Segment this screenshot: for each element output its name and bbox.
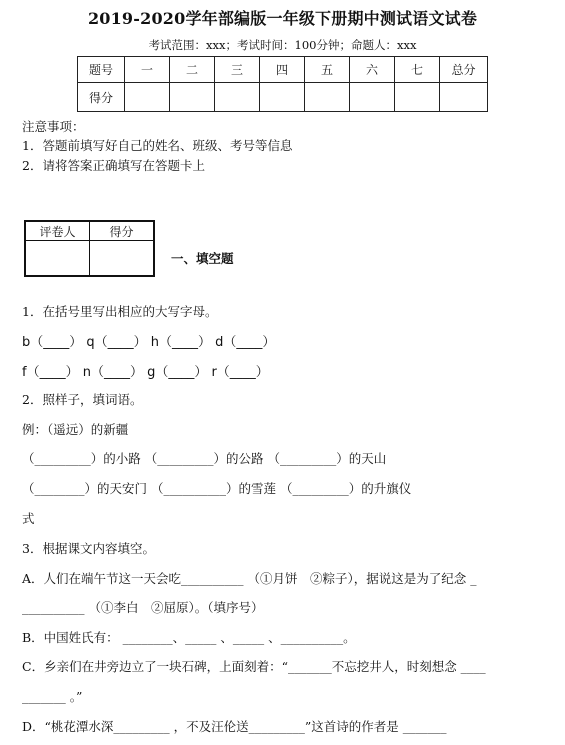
question-3-c-line-2: _______ 。” [22, 689, 83, 704]
question-1: 1．在括号里写出相应的大写字母。 [22, 304, 218, 319]
score-cell [350, 83, 395, 112]
question-3-a-line-1: A．人们在端午节这一天会吃__________ （①月饼 ②粽子），据说这是为了纪念 _ [22, 571, 477, 586]
grader-header-row [25, 221, 154, 241]
grader-cell [25, 241, 90, 277]
question-2-example: 例：（遥远）的新疆 [22, 422, 129, 437]
score-header-cell: 四 [260, 57, 305, 83]
exam-title: 2019-2020学年部编版一年级下册期中测试语文试卷 [87, 9, 478, 28]
question-1-row-1: b（____） q（____） h（____） d（____） [22, 335, 276, 350]
grader-score-label: 得分 [90, 221, 155, 241]
question-2-row-1: （_________）的小路 （_________）的公路 （_________）的天山 [22, 451, 387, 466]
question-3: 3．根据课文内容填空。 [22, 541, 155, 556]
note-item: 2．请将答案正确填写在答题卡上 [22, 158, 205, 173]
score-cell [215, 83, 260, 112]
note-item: 1．答题前填写好自己的姓名、班级、考号等信息 [22, 138, 293, 153]
notes-heading: 注意事项： [22, 119, 85, 134]
question-2: 2．照样子，填词语。 [22, 392, 143, 407]
score-cell [125, 83, 170, 112]
question-1-row-2: f（____） n（____） g（____） r（____） [22, 365, 269, 380]
grader-label: 评卷人 [25, 221, 90, 241]
question-3-b: B．中国姓氏有： ________、_____ 、_____ 、__________。 [22, 630, 356, 645]
score-header-cell: 题号 [78, 57, 125, 83]
score-header-cell: 三 [215, 57, 260, 83]
score-header-cell: 总分 [440, 57, 488, 83]
score-table [77, 56, 488, 112]
score-header-cell: 二 [170, 57, 215, 83]
question-3-c-line-1: C．乡亲们在井旁边立了一块石碑，上面刻着：“_______不忘挖井人，时刻想念 ____ [22, 659, 486, 674]
score-cell [440, 83, 488, 112]
score-table-score-row [78, 83, 488, 112]
score-row-label: 得分 [78, 83, 125, 112]
exam-info: 考试范围：xxx；考试时间：100分钟；命题人：xxx [148, 38, 417, 52]
score-header-cell: 七 [395, 57, 440, 83]
score-cell [395, 83, 440, 112]
score-table-header-row [78, 57, 488, 83]
score-header-cell: 五 [305, 57, 350, 83]
score-cell [260, 83, 305, 112]
score-cell [170, 83, 215, 112]
question-3-a-line-2: __________ （①李白 ②屈原）。（填序号） [22, 600, 264, 615]
score-header-cell: 六 [350, 57, 395, 83]
question-2-row-2: （________）的天安门 （__________）的雪莲 （_________）的升旗仪 [22, 481, 412, 496]
grader-table [24, 220, 155, 277]
grader-cell [90, 241, 155, 277]
question-3-d: D．“桃花潭水深_________ ，不及汪伦送_________”这首诗的作者是 _______ [22, 719, 447, 734]
score-cell [305, 83, 350, 112]
grader-blank-row [25, 241, 154, 277]
section-title: 一、填空题 [171, 251, 234, 266]
question-2-row-2-continued: 式 [22, 511, 35, 526]
score-header-cell: 一 [125, 57, 170, 83]
